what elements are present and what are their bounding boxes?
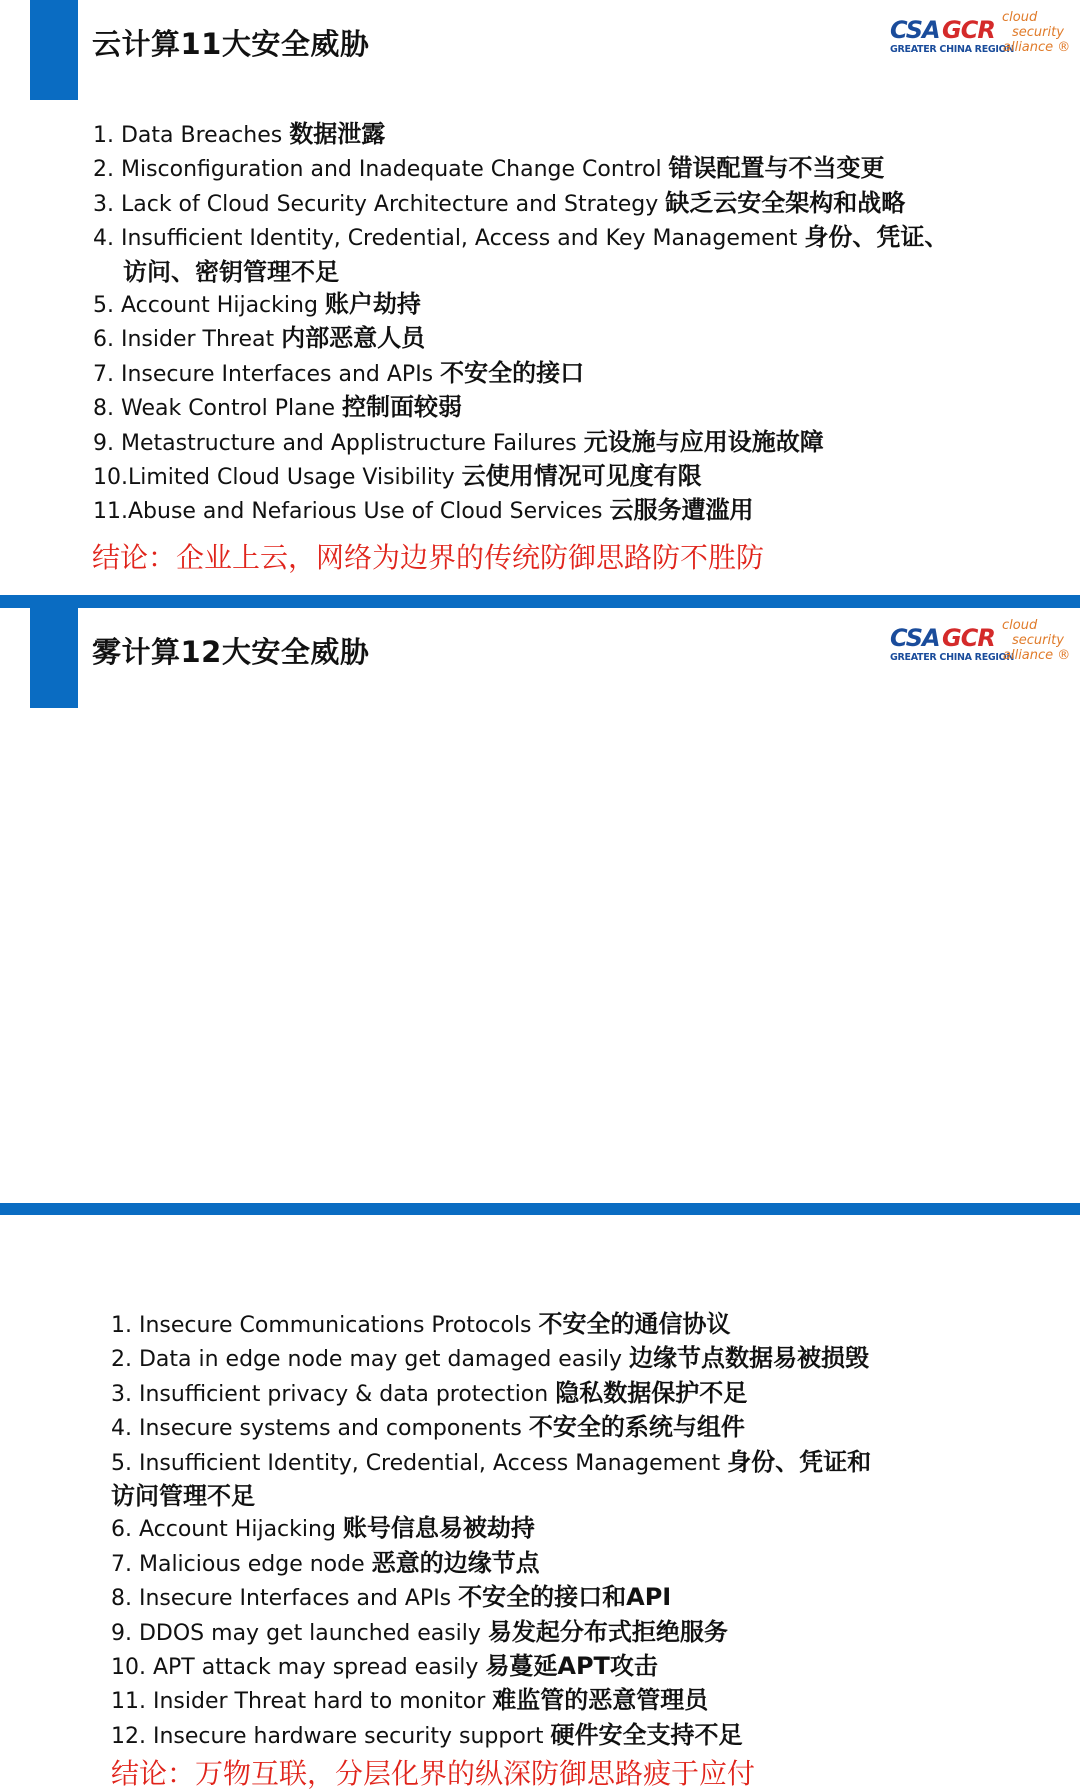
threat-english: 2. Data in edge node may get damaged easily — [111, 1347, 630, 1373]
list-item — [111, 1616, 1061, 1650]
slide-cloud-threats — [0, 0, 1080, 595]
divider-band — [0, 595, 1080, 608]
threat-english: 10. APT attack may spread easily — [111, 1655, 486, 1681]
threat-english: 10.Limited Cloud Usage Visibility — [93, 465, 462, 491]
threat-chinese: 不安全的通信协议 — [538, 1310, 731, 1338]
logo-alliance-text: alliance ® — [1003, 648, 1071, 663]
list-item — [93, 460, 1053, 494]
threat-chinese: 易发起分布式拒绝服务 — [487, 1617, 728, 1646]
threat-chinese-continued: 访问、密钥管理不足 — [123, 257, 339, 286]
list-item — [93, 152, 1053, 186]
threat-english: 12. Insecure hardware security support — [111, 1723, 551, 1749]
logo-region-text: GREATER CHINA REGION — [890, 44, 1015, 55]
list-item — [93, 391, 1053, 425]
threat-list — [93, 118, 1053, 529]
threat-chinese: 元设施与应用设施故障 — [583, 427, 824, 456]
threat-english: 1. Data Breaches — [93, 123, 290, 148]
threat-chinese: 账号信息易被劫持 — [342, 1514, 535, 1543]
list-item — [111, 1581, 1061, 1615]
threat-chinese: 云使用情况可见度有限 — [461, 462, 702, 491]
list-item — [111, 1512, 1061, 1546]
logo-security-text: security — [1012, 633, 1064, 648]
threat-english: 11. Insider Threat hard to monitor — [111, 1689, 493, 1715]
list-item — [93, 322, 1053, 356]
slide-title: 雾计算12大安全威胁 — [92, 635, 370, 669]
threat-chinese: 错误配置与不当变更 — [668, 154, 885, 183]
threat-english: 6. Account Hijacking — [111, 1517, 343, 1543]
threat-chinese: 恶意的边缘节点 — [371, 1548, 540, 1577]
threat-chinese: 不安全的接口 — [440, 358, 585, 387]
list-item — [93, 221, 1053, 288]
threat-chinese: 云服务遭滥用 — [609, 496, 754, 525]
threat-english: 9. Metastructure and Applistructure Failures — [93, 430, 584, 456]
threat-chinese: 身份、凭证和 — [727, 1447, 872, 1476]
title-accent-bar — [30, 0, 78, 100]
threat-chinese: 隐私数据保护不足 — [555, 1378, 748, 1407]
threat-chinese: 缺乏云安全架构和战略 — [665, 188, 906, 217]
conclusion-text: 结论：万物互联，分层化界的纵深防御思路疲于应付 — [111, 1757, 756, 1790]
threat-english: 3. Lack of Cloud Security Architecture and Strategy — [93, 191, 666, 217]
threat-english: 1. Insecure Communications Protocols — [111, 1313, 539, 1338]
threat-chinese: 内部恶意人员 — [281, 324, 426, 353]
list-item — [93, 494, 1053, 528]
threat-english: 4. Insufficient Identity, Credential, Access and Key Management — [93, 226, 805, 252]
logo-csa-text: CSA — [890, 16, 940, 44]
list-item — [111, 1308, 1061, 1342]
logo-alliance-text: alliance ® — [1003, 40, 1071, 55]
logo-security-text: security — [1012, 25, 1064, 40]
list-item — [111, 1547, 1061, 1581]
threat-chinese: 易蔓延APT攻击 — [485, 1652, 658, 1681]
title-accent-bar — [30, 608, 78, 708]
logo-csa-text: CSA — [890, 624, 940, 652]
threat-english: 8. Insecure Interfaces and APIs — [111, 1586, 459, 1612]
threat-chinese-continued: 访问管理不足 — [111, 1482, 255, 1511]
threat-english: 5. Account Hijacking — [93, 293, 325, 319]
logo-gcr-text: GCR — [942, 16, 995, 44]
threat-chinese: 硬件安全支持不足 — [550, 1720, 743, 1749]
bottom-band — [0, 1203, 1080, 1215]
list-item — [111, 1411, 1061, 1445]
list-item — [111, 1684, 1061, 1718]
list-item — [93, 288, 1053, 322]
threat-english: 5. Insufficient Identity, Credential, Access Management — [111, 1450, 728, 1476]
threat-chinese: 边缘节点数据易被损毁 — [629, 1344, 870, 1373]
threat-chinese: 不安全的接口和API — [458, 1583, 672, 1612]
slide-title: 云计算11大安全威胁 — [92, 27, 370, 61]
list-item — [111, 1377, 1061, 1411]
logo-gcr-text: GCR — [942, 624, 995, 652]
conclusion-text: 结论：企业上云，网络为边界的传统防御思路防不胜防 — [92, 541, 765, 574]
slide-fog-threats — [0, 608, 1080, 1790]
list-item — [111, 1650, 1061, 1684]
list-item — [111, 1342, 1061, 1376]
threat-english: 11.Abuse and Nefarious Use of Cloud Services — [93, 499, 610, 525]
list-item — [111, 1719, 1061, 1753]
threat-english: 7. Insecure Interfaces and APIs — [93, 361, 441, 387]
csa-gcr-logo — [890, 618, 1071, 668]
threat-chinese: 身份、凭证、 — [804, 223, 949, 252]
list-item — [111, 1446, 1061, 1513]
threat-chinese: 控制面较弱 — [342, 393, 463, 422]
list-item — [93, 357, 1053, 391]
list-item — [93, 118, 1053, 152]
threat-chinese: 数据泄露 — [289, 120, 386, 148]
logo-region-text: GREATER CHINA REGION — [890, 652, 1015, 663]
threat-english: 3. Insufficient privacy & data protection — [111, 1381, 556, 1407]
logo-cloud-text: cloud — [1002, 10, 1038, 25]
threat-chinese: 难监管的恶意管理员 — [492, 1686, 709, 1715]
logo-cloud-text: cloud — [1002, 618, 1038, 633]
threat-english: 7. Malicious edge node — [111, 1551, 372, 1577]
threat-english: 2. Misconfiguration and Inadequate Change Control — [93, 157, 669, 183]
csa-gcr-logo — [890, 10, 1071, 60]
threat-chinese: 账户劫持 — [324, 290, 421, 319]
list-item — [93, 187, 1053, 221]
threat-english: 8. Weak Control Plane — [93, 396, 343, 422]
threat-list — [111, 1308, 1061, 1753]
list-item — [93, 426, 1053, 460]
threat-english: 9. DDOS may get launched easily — [111, 1620, 488, 1646]
threat-english: 4. Insecure systems and components — [111, 1416, 529, 1442]
threat-chinese: 不安全的系统与组件 — [528, 1413, 745, 1442]
threat-english: 6. Insider Threat — [93, 327, 282, 353]
